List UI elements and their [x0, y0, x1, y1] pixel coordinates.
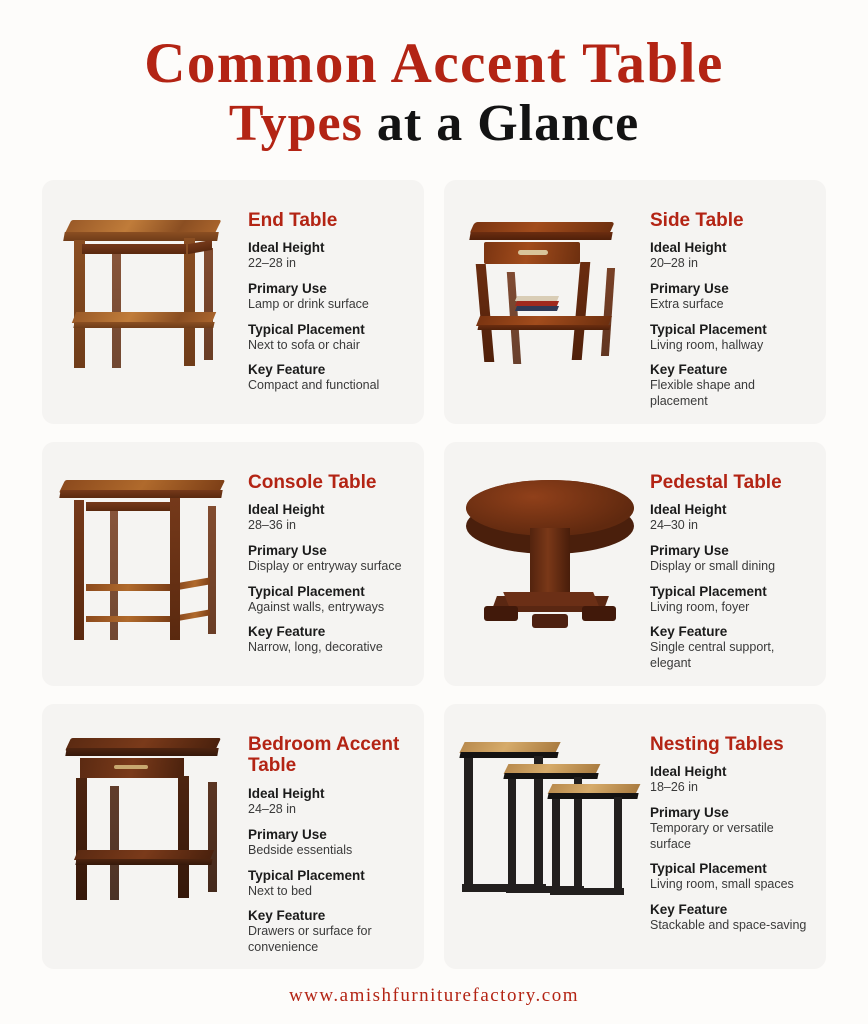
spec-ideal-height	[650, 502, 812, 534]
card-title: Bedroom Accent Table	[248, 733, 400, 777]
spec-label: Key Feature	[248, 362, 326, 378]
spec-value: Compact and functional	[248, 378, 380, 393]
spec-label: Ideal Height	[248, 240, 325, 256]
spec-value: 20–28 in	[650, 256, 698, 271]
card-title: Console Table	[248, 471, 377, 493]
spec-label: Key Feature	[650, 624, 728, 640]
spec-typical-placement	[248, 868, 410, 900]
spec-value: Display or entryway surface	[248, 559, 402, 574]
spec-value: 24–28 in	[248, 802, 296, 817]
card-title: Pedestal Table	[650, 471, 782, 493]
spec-typical-placement	[248, 322, 410, 354]
spec-typical-placement	[650, 322, 812, 354]
website-url[interactable]: www.amishfurniturefactory.com	[288, 985, 580, 1007]
spec-primary-use	[248, 281, 410, 313]
spec-label: Key Feature	[650, 901, 728, 917]
spec-key-feature	[248, 362, 410, 394]
spec-label: Typical Placement	[650, 321, 767, 337]
nesting-tables-illustration	[454, 718, 646, 923]
spec-value: Living room, small spaces	[650, 877, 794, 892]
spec-label: Typical Placement	[248, 867, 365, 883]
spec-ideal-height	[650, 240, 812, 272]
spec-value: 18–26 in	[650, 780, 698, 795]
spec-ideal-height	[650, 764, 812, 796]
spec-value: Drawers or surface for convenience	[248, 924, 372, 954]
spec-label: Ideal Height	[248, 502, 325, 518]
spec-value: Lamp or drink surface	[248, 297, 369, 312]
card-pedestal-table-text	[646, 456, 812, 672]
title-word-types: Types	[228, 94, 363, 152]
spec-value: Narrow, long, decorative	[248, 640, 383, 655]
card-side-table-text	[646, 194, 812, 410]
page-title	[42, 0, 826, 154]
spec-value: Display or small dining	[650, 559, 776, 574]
spec-value: Extra surface	[650, 297, 724, 312]
console-table-illustration	[52, 456, 244, 661]
spec-value: Stackable and space-saving	[650, 917, 807, 932]
spec-value: Living room, hallway	[650, 337, 764, 352]
card-bedroom-accent-table-text	[244, 718, 410, 956]
card-end-table-text	[244, 194, 410, 394]
spec-value: Living room, foyer	[650, 599, 750, 614]
spec-key-feature	[650, 902, 812, 934]
table-types-grid	[42, 180, 826, 970]
spec-key-feature	[248, 908, 410, 955]
spec-ideal-height	[248, 502, 410, 534]
title-line-2	[42, 94, 826, 154]
spec-label: Primary Use	[248, 281, 327, 297]
spec-key-feature	[650, 624, 812, 671]
title-phrase-at-a-glance: at a Glance	[376, 94, 640, 152]
spec-label: Key Feature	[650, 362, 728, 378]
spec-primary-use	[650, 805, 812, 852]
spec-value: Temporary or versatile surface	[650, 821, 774, 851]
card-console-table-text	[244, 456, 410, 656]
card-console-table	[42, 442, 424, 686]
spec-typical-placement	[650, 861, 812, 893]
spec-key-feature	[650, 362, 812, 409]
footer	[42, 985, 826, 1007]
spec-label: Primary Use	[650, 805, 729, 821]
spec-label: Primary Use	[248, 543, 327, 559]
spec-label: Ideal Height	[650, 764, 727, 780]
spec-label: Ideal Height	[650, 240, 727, 256]
spec-label: Primary Use	[650, 281, 729, 297]
card-title: Nesting Tables	[650, 733, 784, 755]
spec-value: Single central support, elegant	[650, 640, 775, 670]
spec-primary-use	[248, 827, 410, 859]
spec-label: Typical Placement	[248, 321, 365, 337]
spec-label: Ideal Height	[650, 502, 727, 518]
card-side-table	[444, 180, 826, 424]
card-pedestal-table	[444, 442, 826, 686]
card-end-table	[42, 180, 424, 424]
spec-value: 22–28 in	[248, 256, 296, 271]
spec-value: Flexible shape and placement	[650, 378, 755, 408]
spec-primary-use	[650, 281, 812, 313]
spec-primary-use	[248, 543, 410, 575]
card-bedroom-accent-table	[42, 704, 424, 970]
spec-primary-use	[650, 543, 812, 575]
spec-value: Next to bed	[248, 883, 312, 898]
spec-value: 28–36 in	[248, 518, 296, 533]
end-table-illustration	[52, 194, 244, 399]
card-title: End Table	[248, 209, 338, 231]
spec-label: Primary Use	[248, 826, 327, 842]
spec-typical-placement	[650, 584, 812, 616]
spec-label: Primary Use	[650, 543, 729, 559]
spec-label: Ideal Height	[248, 786, 325, 802]
pedestal-table-illustration	[454, 456, 646, 661]
spec-label: Typical Placement	[650, 861, 767, 877]
spec-ideal-height	[248, 240, 410, 272]
card-nesting-tables	[444, 704, 826, 970]
spec-key-feature	[248, 624, 410, 656]
spec-typical-placement	[248, 584, 410, 616]
title-line-1: Common Accent Table	[144, 32, 724, 95]
spec-label: Typical Placement	[248, 583, 365, 599]
side-table-illustration	[454, 194, 646, 399]
spec-value: Next to sofa or chair	[248, 337, 360, 352]
card-nesting-tables-text	[646, 718, 812, 934]
spec-value: 24–30 in	[650, 518, 698, 533]
spec-value: Against walls, entryways	[248, 599, 385, 614]
card-title: Side Table	[650, 209, 744, 231]
spec-label: Key Feature	[248, 624, 326, 640]
bedroom-accent-table-illustration	[52, 718, 244, 923]
spec-label: Typical Placement	[650, 583, 767, 599]
spec-ideal-height	[248, 786, 410, 818]
spec-label: Key Feature	[248, 908, 326, 924]
spec-value: Bedside essentials	[248, 842, 353, 857]
